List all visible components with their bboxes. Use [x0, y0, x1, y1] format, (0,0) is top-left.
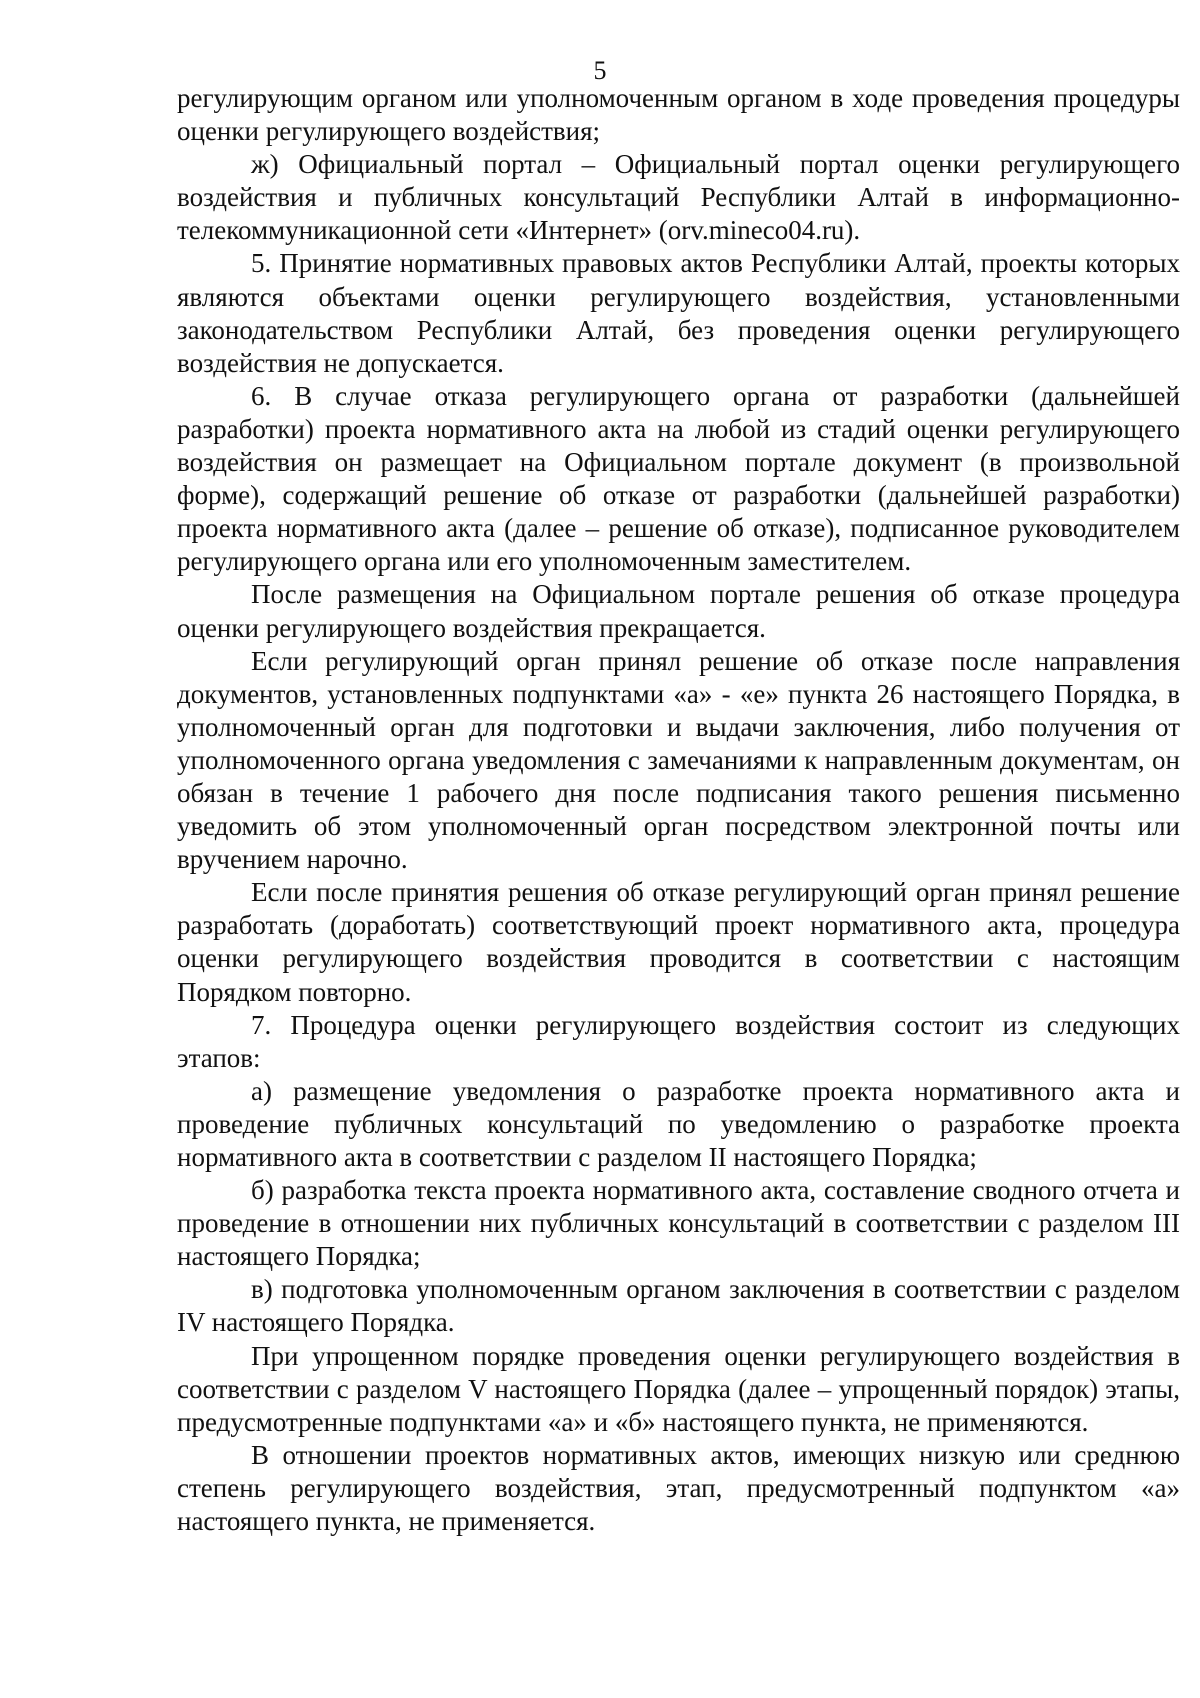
paragraph-clause-5: 5. Принятие нормативных правовых актов Республики Алтай, проекты которых являются объектами оценки регулирующего воздействия, установленными законодательством Республики Алтай, без проведения оценки регулирующего воздействия не допускается.	[177, 248, 1180, 378]
paragraph-clause-6: 6. В случае отказа регулирующего органа от разработки (дальнейшей разработки) проекта нормативного акта на любой из стадий оценки регулирующего воздействия он размещает на Официальном портале документ (в произвольной форме), содержащий решение об отказе от разработки (дальнейшей разработки) проекта нормативного акта (далее – решение об отказе), подписанное руководителем регулирующего органа или его уполномоченным заместителем.	[177, 380, 1180, 577]
paragraph-clause-7: 7. Процедура оценки регулирующего воздействия состоит из следующих этапов:	[177, 1009, 1180, 1073]
paragraph-continuation: регулирующим органом или уполномоченным органом в ходе проведения процедуры оценки регулирующего воздействия;	[177, 83, 1180, 147]
paragraph-after-publication: После размещения на Официальном портале решения об отказе процедура оценки регулирующего воздействия прекращается.	[177, 579, 1180, 643]
page-number: 5	[593, 56, 607, 85]
paragraph-repeat-procedure: Если после принятия решения об отказе регулирующий орган принял решение разработать (доработать) соответствующий проект нормативного акта, процедура оценки регулирующего воздействия проводится в соответствии с настоящим Порядком повторно.	[177, 877, 1180, 1007]
paragraph-stage-v: в) подготовка уполномоченным органом заключения в соответствии с разделом IV настоящего Порядка.	[177, 1274, 1180, 1338]
paragraph-simplified-procedure: При упрощенном порядке проведения оценки регулирующего воздействия в соответствии с разделом V настоящего Порядка (далее – упрощенный порядок) этапы, предусмотренные подпунктами «а» и «б» настоящего пункта, не применяются.	[177, 1340, 1180, 1437]
paragraph-refusal-notification: Если регулирующий орган принял решение об отказе после направления документов, установленных подпунктами «а» - «е» пункта 26 настоящего Порядка, в уполномоченный орган для подготовки и выдачи заключения, либо получения от уполномоченного органа уведомления с замечаниями к направленным документам, он обязан в течение 1 рабочего дня после подписания такого решения письменно уведомить об этом уполномоченный орган посредством электронной почты или вручением нарочно.	[177, 645, 1180, 875]
document-text-body	[177, 82, 1180, 1538]
paragraph-item-zh-official-portal: ж) Официальный портал – Официальный портал оценки регулирующего воздействия и публичных консультаций Республики Алтай в информационно-телекоммуникационной сети «Интернет» (orv.mineco04.ru).	[177, 149, 1180, 246]
paragraph-low-medium-impact: В отношении проектов нормативных актов, имеющих низкую или среднюю степень регулирующего воздействия, этап, предусмотренный подпунктом «а» настоящего пункта, не применяется.	[177, 1439, 1180, 1537]
paragraph-stage-b: б) разработка текста проекта нормативного акта, составление сводного отчета и проведение в отношении них публичных консультаций в соответствии с разделом III настоящего Порядка;	[177, 1175, 1180, 1272]
paragraph-stage-a: а) размещение уведомления о разработке проекта нормативного акта и проведение публичных консультаций по уведомлению о разработке проекта нормативного акта в соответствии с разделом II настоящего Порядка;	[177, 1075, 1180, 1172]
